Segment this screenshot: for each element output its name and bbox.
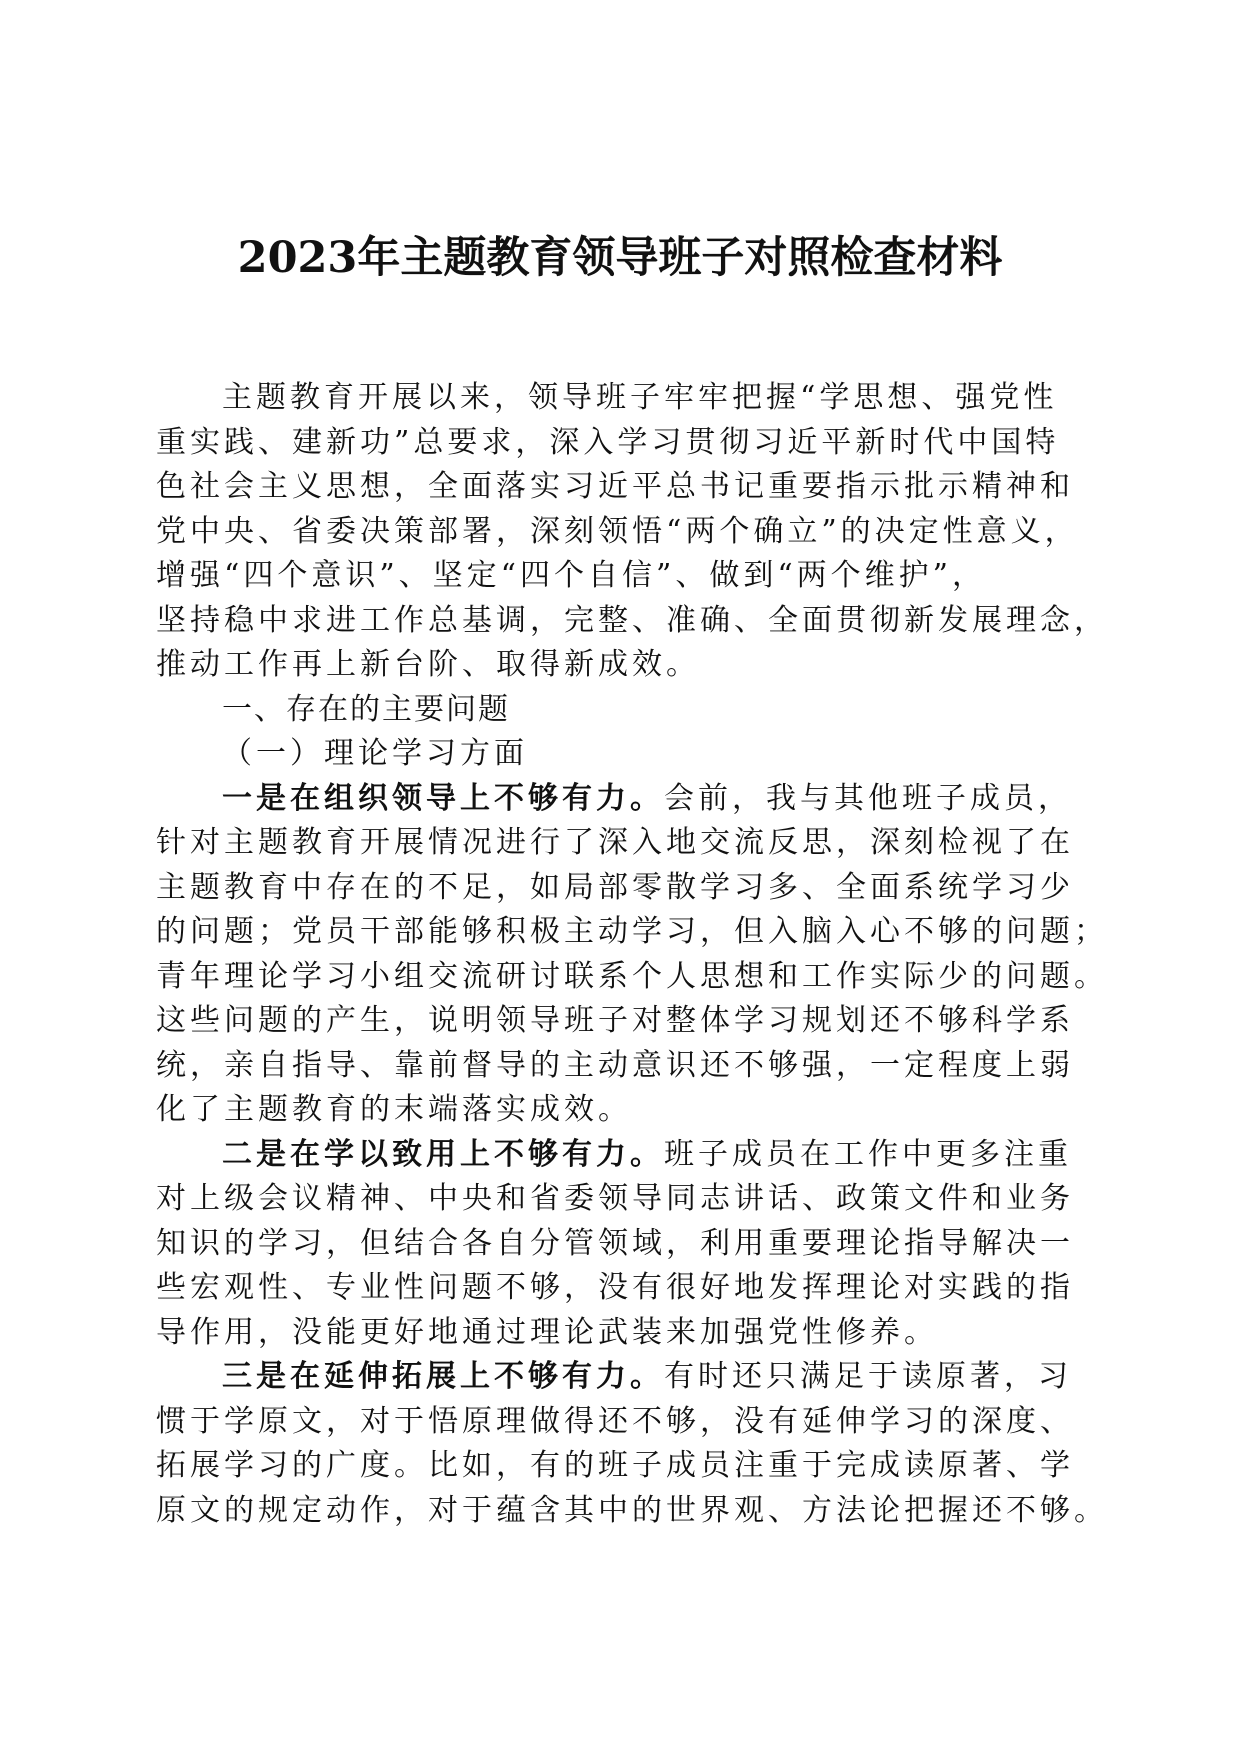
paragraph-line: 青年理论学习小组交流研讨联系个人思想和工作实际少的问题。 [156,958,1108,994]
document-title: 2023年主题教育领导班子对照检查材料 [237,233,1003,283]
item-paragraph-3 [156,1355,1108,1533]
item-lead: 二是在学以致用上不够有力。 [222,1136,664,1172]
paragraph-line: 主题教育开展以来，领导班子牢牢把握“学思想、强党性 [222,380,1058,415]
item-first-line [156,1355,1086,1400]
item-first-line [156,1133,1086,1178]
paragraph-line: 坚持稳中求进工作总基调，完整、准确、全面贯彻新发展理念， [156,602,1108,638]
item-first-line [156,777,1086,822]
paragraph-line: 统，亲自指导、靠前督导的主动意识还不够强，一定程度上弱 [156,1047,1074,1083]
item-first-line-rest: 有时还只满足于读原著，习 [664,1359,1072,1394]
paragraph-line: 化了主题教育的末端落实成效。 [156,1092,632,1127]
paragraph-line: 党中央、省委决策部署，深刻领悟“两个确立”的决定性意义， [156,513,1079,549]
paragraph-line: 导作用，没能更好地通过理论武装来加强党性修养。 [156,1314,938,1350]
item-lead: 一是在组织领导上不够有力。 [222,780,664,816]
section-heading: 一、存在的主要问题 [222,691,510,727]
paragraph-line: 主题教育中存在的不足，如局部零散学习多、全面系统学习少 [156,869,1074,905]
subsection-heading: （一）理论学习方面 [222,736,528,771]
paragraph-line: 的问题；党员干部能够积极主动学习，但入脑入心不够的问题； [156,914,1108,949]
item-first-line-rest: 班子成员在工作中更多注重 [664,1136,1072,1172]
document-body [156,376,1108,1533]
paragraph-line: 针对主题教育开展情况进行了深入地交流反思，深刻检视了在 [156,825,1074,860]
item-paragraph-2 [156,1133,1086,1356]
item-lead: 三是在延伸拓展上不够有力。 [222,1359,664,1394]
paragraph-line: 知识的学习，但结合各自分管领域，利用重要理论指导解决一 [156,1225,1074,1261]
paragraph-line: 对上级会议精神、中央和省委领导同志讲话、政策文件和业务 [156,1181,1074,1216]
intro-paragraph [156,376,1108,688]
paragraph-line: 色社会主义思想，全面落实习近平总书记重要指示批示精神和 [156,469,1074,504]
paragraph-line: 惯于学原文，对于悟原理做得还不够，没有延伸学习的深度、 [156,1403,1074,1439]
paragraph-line: 推动工作再上新台阶、取得新成效。 [156,647,700,682]
item-first-line-rest: 会前，我与其他班子成员， [664,780,1072,816]
paragraph-line: 原文的规定动作，对于蕴含其中的世界观、方法论把握还不够。 [156,1492,1108,1528]
item-paragraph-1 [156,777,1108,1133]
paragraph-line: 重实践、建新功”总要求，深入学习贯彻习近平新时代中国特 [156,424,1060,460]
paragraph-line: 拓展学习的广度。比如，有的班子成员注重于完成读原著、学 [156,1448,1074,1483]
paragraph-line: 增强“四个意识”、坚定“四个自信”、做到“两个维护”， [156,558,987,593]
paragraph-line: 这些问题的产生，说明领导班子对整体学习规划还不够科学系 [156,1003,1074,1038]
paragraph-line: 些宏观性、专业性问题不够，没有很好地发挥理论对实践的指 [156,1270,1074,1305]
